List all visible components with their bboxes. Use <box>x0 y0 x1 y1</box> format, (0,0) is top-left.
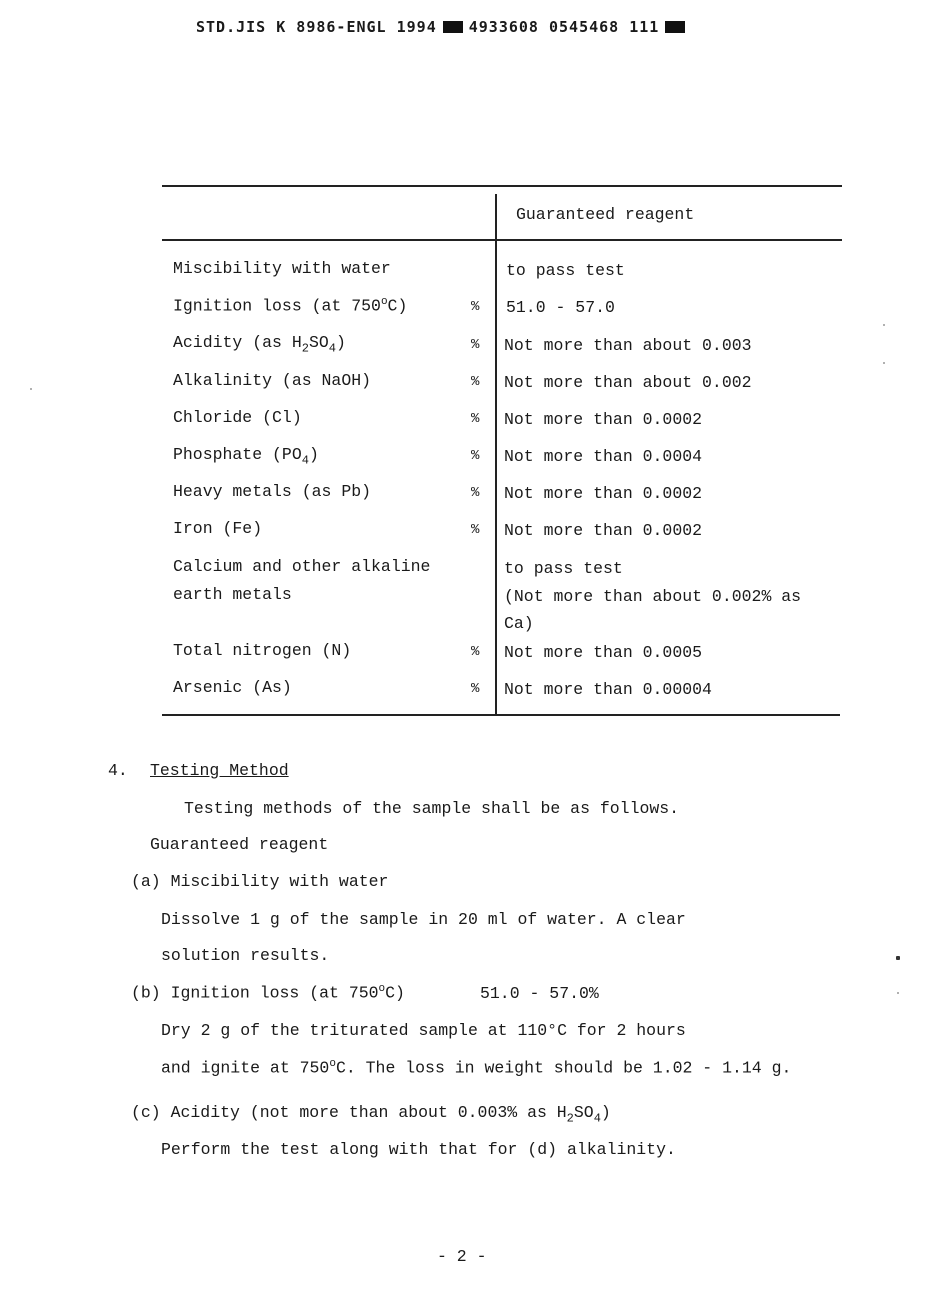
item-b-text: and ignite at 750$^o$C. The loss in weight should be 1.02 - 1.14 g. <box>161 1058 792 1078</box>
item-b-value: 51.0 - 57.0% <box>480 984 599 1003</box>
table-column-divider <box>495 194 497 714</box>
row-spec: to pass test <box>506 261 625 280</box>
row-spec: Not more than 0.00004 <box>504 680 712 699</box>
row-spec: Not more than 0.0002 <box>504 484 703 503</box>
table-bottom-rule <box>162 714 840 716</box>
item-c-heading: (c) Acidity (not more than about 0.003% as $H_2SO_4$) <box>131 1103 611 1126</box>
table-row: Miscibility with water <box>173 259 391 278</box>
row-unit: % <box>471 299 480 315</box>
table-row: Arsenic (As) <box>173 678 292 697</box>
code-b: 0545468 111 <box>549 18 660 36</box>
scan-speck <box>30 388 32 390</box>
table-row: Alkalinity (as NaOH) <box>173 371 372 390</box>
row-unit: % <box>471 374 480 390</box>
standard-id: STD.JIS K 8986-ENGL 1994 <box>196 18 437 36</box>
table-header-rule <box>162 239 842 241</box>
section-number: 4. <box>108 761 128 780</box>
item-c-text: Perform the test along with that for (d) alkalinity. <box>161 1140 676 1159</box>
row-unit: % <box>471 644 480 660</box>
table-row: Ignition loss (at 750$^o$C) <box>173 296 408 316</box>
scan-speck <box>897 992 899 994</box>
item-a-text: solution results. <box>161 946 330 965</box>
table-row: Acidity (as $H_2SO_4$) <box>173 333 346 356</box>
row-spec: Not more than 0.0002 <box>504 521 703 540</box>
scan-speck <box>883 324 885 326</box>
row-spec: to pass test <box>504 559 623 578</box>
table-row: Heavy metals (as Pb) <box>173 482 372 501</box>
row-unit: % <box>471 522 480 538</box>
section-intro: Testing methods of the sample shall be as follows. <box>184 799 680 818</box>
column-header: Guaranteed reagent <box>516 205 695 224</box>
section-subtitle: Guaranteed reagent <box>150 835 329 854</box>
row-spec-continued: Ca) <box>504 614 534 633</box>
item-b-heading: (b) Ignition loss (at 750$^o$C) <box>131 983 405 1003</box>
row-unit: % <box>471 681 480 697</box>
code-a: 4933608 <box>468 18 539 36</box>
table-top-rule <box>162 185 842 187</box>
table-row-continued: earth metals <box>173 585 292 604</box>
redaction-block <box>443 21 463 33</box>
item-b-text: Dry 2 g of the triturated sample at 110°C for 2 hours <box>161 1021 686 1040</box>
table-row: Iron (Fe) <box>173 519 263 538</box>
table-row: Total nitrogen (N) <box>173 641 352 660</box>
item-a-text: Dissolve 1 g of the sample in 20 ml of water. A clear <box>161 910 686 929</box>
scan-speck <box>883 362 885 364</box>
row-spec: Not more than 0.0002 <box>504 410 703 429</box>
row-spec: Not more than about 0.002 <box>504 373 752 392</box>
row-spec: Not more than 0.0005 <box>504 643 703 662</box>
row-spec: Not more than 0.0004 <box>504 447 703 466</box>
row-unit: % <box>471 448 480 464</box>
document-header <box>196 18 691 36</box>
table-row: Chloride (Cl) <box>173 408 302 427</box>
row-unit: % <box>471 337 480 353</box>
row-spec-continued: (Not more than about 0.002% as <box>504 587 802 606</box>
table-row: Calcium and other alkaline <box>173 557 431 576</box>
item-a-heading: (a) Miscibility with water <box>131 872 389 891</box>
scan-speck <box>896 956 900 960</box>
row-spec: 51.0 - 57.0 <box>506 298 615 317</box>
table-row: Phosphate $(PO_4)$ <box>173 445 319 468</box>
section-title: Testing Method <box>150 761 289 780</box>
page-number: - 2 - <box>437 1247 487 1266</box>
redaction-block <box>665 21 685 33</box>
row-unit: % <box>471 411 480 427</box>
row-unit: % <box>471 485 480 501</box>
row-spec: Not more than about 0.003 <box>504 336 752 355</box>
